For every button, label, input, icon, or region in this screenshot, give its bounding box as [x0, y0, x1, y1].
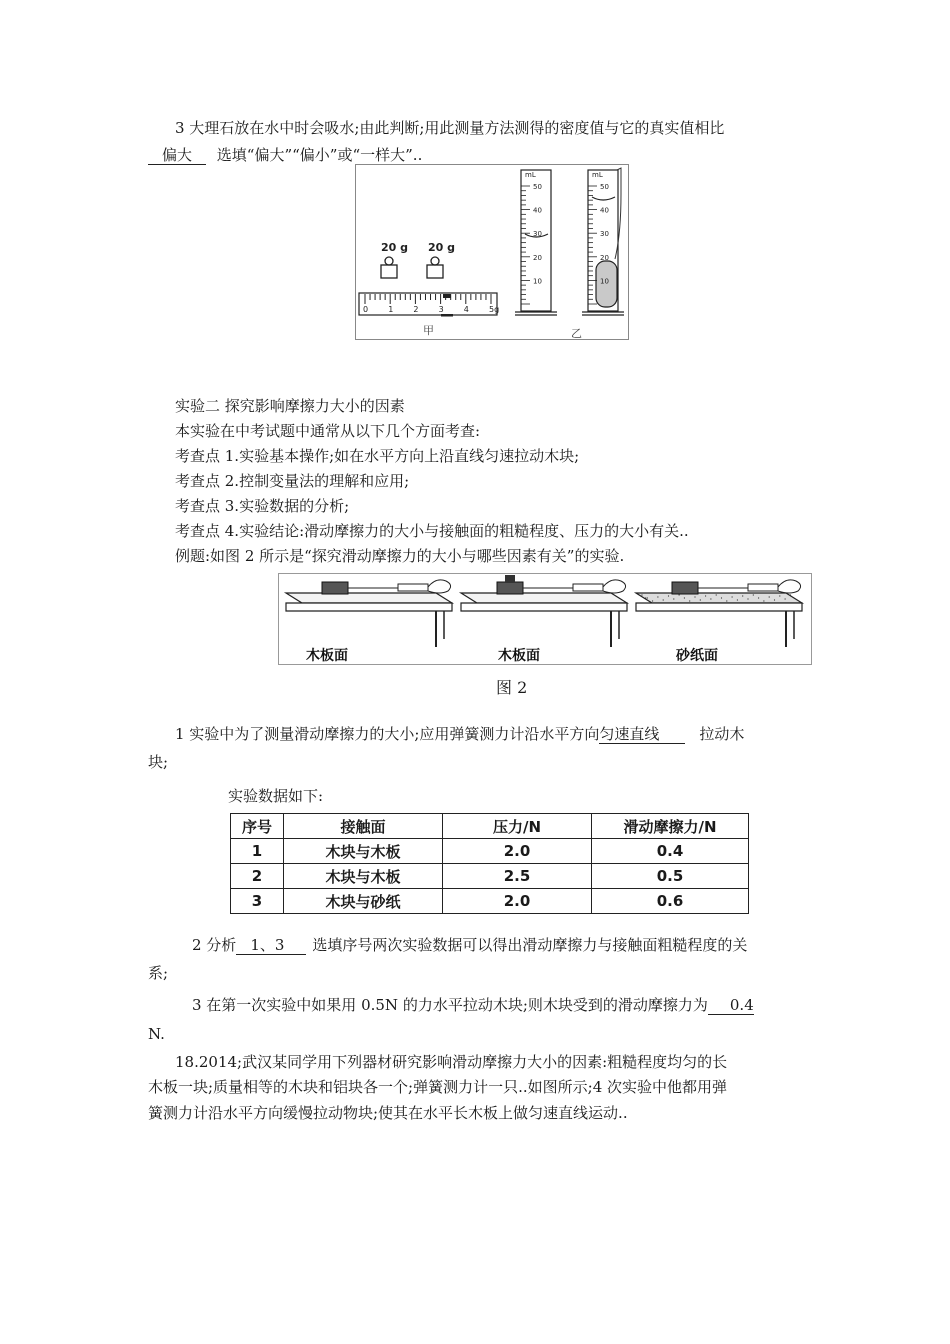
cell-friction: 0.5 — [592, 864, 749, 889]
header-friction: 滑动摩擦力/N — [592, 814, 749, 839]
header-index: 序号 — [231, 814, 284, 839]
header-pressure: 压力/N — [443, 814, 592, 839]
exp2-title: 实验二 探究影响摩擦力大小的因素 — [175, 397, 405, 415]
q2-text-a: 2 分析 — [192, 936, 237, 954]
ruler — [359, 293, 499, 317]
table-row — [231, 864, 749, 889]
cell-surface: 木块与木板 — [284, 864, 443, 889]
fig2-caption: 图 2 — [496, 678, 528, 697]
table-edge — [461, 603, 627, 611]
q1-answer: 匀速直线 — [599, 726, 685, 744]
cell-pressure: 2.5 — [443, 864, 592, 889]
cylinder-tick-label: 10 — [533, 277, 542, 286]
q2-text-b: 选填序号两次实验数据可以得出滑动摩擦力与接触面粗糙程度的关 — [312, 936, 748, 954]
cell-index: 3 — [231, 889, 284, 914]
label-jia: 甲 — [423, 324, 434, 337]
cylinder-tick-label: 30 — [600, 230, 609, 239]
cell-friction: 0.6 — [592, 889, 749, 914]
exp2-point-2: 考查点 2.控制变量法的理解和应用; — [175, 472, 410, 490]
cylinder-tick-label: 40 — [600, 206, 609, 215]
table-top — [461, 593, 627, 603]
q2-text-c: 系; — [148, 964, 169, 982]
cell-index: 2 — [231, 864, 284, 889]
ruler-tick-label: 0 — [363, 305, 369, 314]
table-top — [636, 593, 802, 603]
q2-answer: 1、3 — [236, 937, 306, 955]
spring-scale — [748, 584, 778, 591]
p1-line1: 3 大理石放在水中时会吸水;由此判断;用此测量方法测得的密度值与它的真实值相比 — [175, 119, 725, 137]
table-edge — [636, 603, 802, 611]
ruler-tick-label: 1 — [388, 305, 394, 314]
label-yi: 乙 — [571, 327, 582, 340]
q1-text-b: 拉动木 — [699, 725, 745, 743]
p1-line2-rest: 选填“偏大”“偏小”或“一样大”.. — [216, 146, 423, 164]
spring-scale — [573, 584, 603, 591]
fig2-label-2: 木板面 — [498, 648, 540, 664]
weight — [505, 575, 515, 582]
q3-text-c: N. — [148, 1025, 165, 1043]
cylinder-tick-label: 20 — [533, 253, 542, 262]
cylinder-tick-label: 30 — [533, 230, 542, 239]
cylinder-tick-label: 50 — [533, 183, 542, 191]
cell-surface: 木块与砂纸 — [284, 889, 443, 914]
cylinder-tick-label: 20 — [600, 253, 609, 262]
figure-2 — [278, 573, 812, 665]
q1-text-a: 1 实验中为了测量滑动摩擦力的大小;应用弹簧测力计沿水平方向 — [175, 725, 600, 743]
q3-line1 — [192, 995, 852, 1015]
table-header-row — [231, 814, 749, 839]
exp2-intro: 本实验在中考试题中通常从以下几个方面考查: — [175, 422, 481, 440]
q3-text-a: 3 在第一次实验中如果用 0.5N 的力水平拉动木块;则木块受到的滑动摩擦力为 — [192, 996, 708, 1014]
q1-text-c: 块; — [148, 753, 169, 771]
data-intro: 实验数据如下: — [228, 787, 324, 805]
wood-block — [672, 582, 698, 594]
table-edge — [286, 603, 452, 611]
q1-line1 — [175, 724, 835, 744]
table-row — [231, 839, 749, 864]
q18-line2: 木板一块;质量相等的木块和铝块各一个;弹簧测力计一只..如图所示;4 次实验中他都用弹 — [148, 1078, 728, 1096]
weight-2-label: 20 g — [428, 241, 456, 254]
ruler-tick-label: 2 — [413, 305, 419, 314]
exp2-example: 例题:如图 2 所示是“探究滑动摩擦力的大小与哪些因素有关”的实验. — [175, 547, 625, 565]
p1-line2 — [148, 145, 808, 165]
q18-line1: 18.2014;武汉某同学用下列器材研究影响滑动摩擦力大小的因素:粗糙程度均匀的长 — [175, 1053, 728, 1071]
table-row — [231, 889, 749, 914]
p1-answer: 偏大 — [148, 147, 206, 165]
cell-index: 1 — [231, 839, 284, 864]
cell-friction: 0.4 — [592, 839, 749, 864]
wood-block — [322, 582, 348, 594]
wood-block — [497, 582, 523, 594]
cylinder-tick-label: 10 — [600, 277, 609, 286]
cell-surface: 木块与木板 — [284, 839, 443, 864]
figure-1 — [355, 164, 629, 340]
exp2-point-1: 考查点 1.实验基本操作;如在水平方向上沿直线匀速拉动木块; — [175, 447, 580, 465]
q2-line1 — [192, 935, 852, 955]
table-top — [286, 593, 452, 603]
rider — [443, 294, 451, 298]
cyl1-unit: mL — [525, 171, 536, 179]
fig2-label-3: 砂纸面 — [676, 648, 718, 664]
ruler-tick-label: 4 — [463, 305, 469, 314]
cyl2-unit: mL — [592, 171, 603, 179]
data-table — [230, 813, 749, 914]
ruler-tick-label: 5g — [489, 305, 500, 314]
spring-scale — [398, 584, 428, 591]
cell-pressure: 2.0 — [443, 839, 592, 864]
cell-pressure: 2.0 — [443, 889, 592, 914]
cylinder-tick-label: 40 — [533, 206, 542, 215]
fig2-label-1: 木板面 — [306, 648, 348, 664]
cylinder-tick-label: 50 — [600, 183, 609, 191]
exp2-point-4: 考查点 4.实验结论:滑动摩擦力的大小与接触面的粗糙程度、压力的大小有关.. — [175, 522, 689, 540]
q3-answer: 0.4 — [708, 997, 754, 1015]
header-surface: 接触面 — [284, 814, 443, 839]
ruler-tick-label: 3 — [438, 305, 444, 314]
exp2-point-3: 考查点 3.实验数据的分析; — [175, 497, 350, 515]
q18-line3: 簧测力计沿水平方向缓慢拉动物块;使其在水平长木板上做匀速直线运动.. — [148, 1104, 628, 1122]
weight-1-label: 20 g — [381, 241, 409, 254]
